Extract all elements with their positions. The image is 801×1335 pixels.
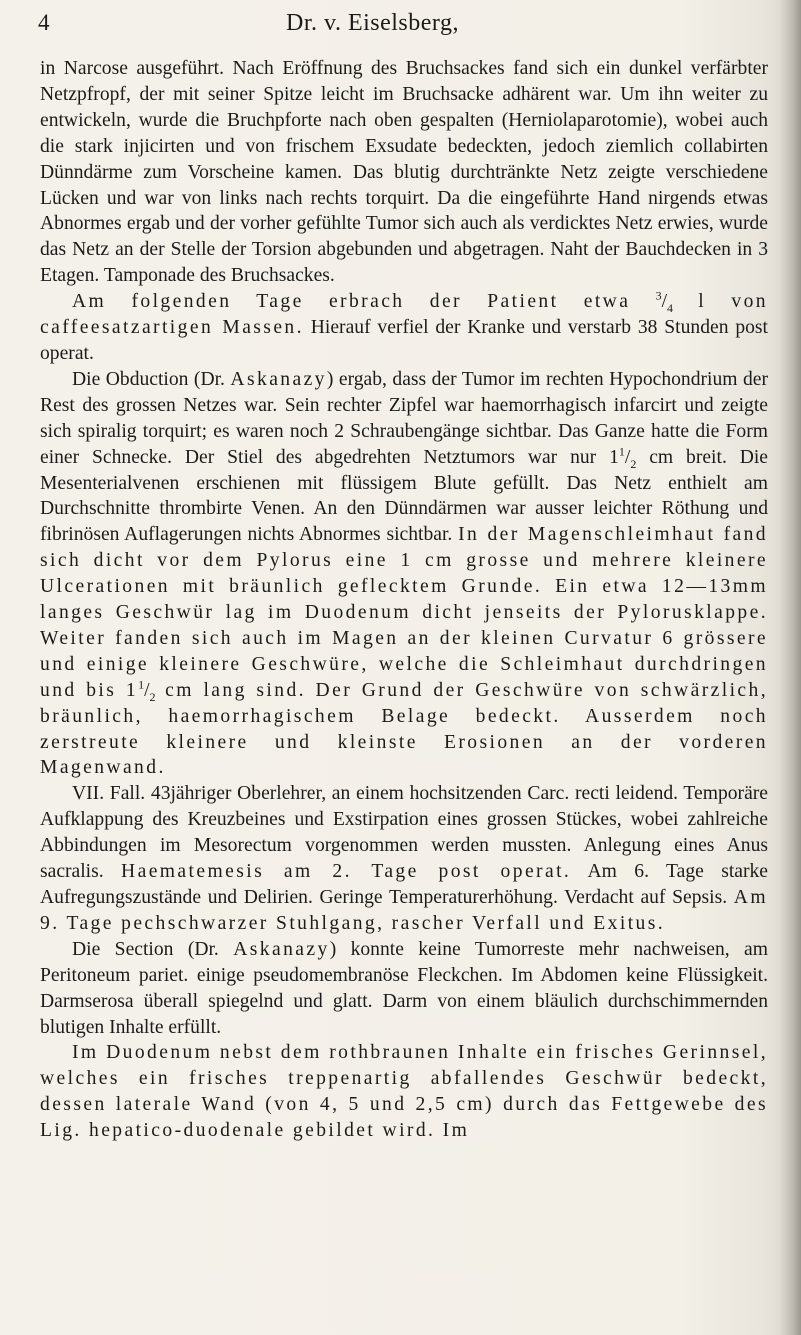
page-header (38, 8, 778, 42)
spaced-emphasis-text: Im Duodenum nebst dem rothbraunen Inhalte ein frisches Gerinnsel, welches ein frisches treppenartig abfallendes Geschwür bedeckt, dessen laterale Wand (von 4, 5 und 2,5 cm) durch das Fettgewebe des Lig. hepatico-duodenale gebildet wird. Im (40, 1042, 768, 1142)
running-head: Dr. v. Eiselsberg, (286, 10, 459, 36)
paragraph (40, 56, 768, 289)
body-text (40, 56, 768, 1144)
text-run: in Narcose ausgeführt. Nach Eröffnung des Bruchsackes fand sich ein dunkel verfärbter Netzpfropf, der mit seiner Spitze leicht im Bruchsacke adhärent war. Um ihn weiter zu entwickeln, wurde die Bruchpforte nach oben gespalten (Herniolaparotomie), wobei auch die stark injicirten und von frischem Exsudate bedeckten, jedoch ziemlich collabirten Dünndärme zum Vorscheine kamen. Das blutig durchtränkte Netz zeigte verschiedene Lücken und war von links nach rechts torquirt. Da die eingeführte Hand nirgends etwas Abnormes ergab und der vorher gefühlte Tumor sich auch als verdicktes Netz erwies, wurde das Netz an der Stelle der Torsion abgebunden und abgetragen. Naht der Bauchdecken in 3 Etagen. Tamponade des Bruchsackes. (40, 58, 768, 287)
spaced-emphasis-text: Am folgenden Tage erbrach der Patient etwa (72, 291, 656, 313)
spaced-emphasis-text: Am 9. Tage pechschwarzer Stuhlgang, rascher Verfall und Exitus. (40, 887, 768, 934)
spaced-emphasis-text: Askanazy (230, 368, 327, 390)
text-run: ) ergab, dass der Tumor im rechten Hypochondrium der Rest des grossen Netzes war. Sein rechter Zipfel war haemorrhagisch infarcirt und zeigte sich spiralig torquirt; es waren noch 2 Schraubengänge sichtbar. Das Ganze hatte die Form einer Schnecke. Der Stiel des abgedrehten Netztumors war nur 1 (40, 368, 768, 468)
text-run: ) konnte keine Tumorreste mehr nachweisen, am Peritoneum pariet. einige pseudomembranöse Fleckchen. Im Abdomen keine Flüssigkeit. Darmserosa überall spiegelnd und glatt. Darm von einem bläulich durchschimmernden blutigen Inhalte erfüllt. (40, 938, 768, 1038)
fraction: $^1/_2$ (618, 444, 637, 471)
text-run: Hierauf verfiel der Kranke und verstarb 38 Stunden post operat. (40, 317, 768, 364)
spaced-emphasis-text: Haematemesis am 2. Tage post operat. (121, 861, 572, 883)
fraction: $^1/_2$ (138, 677, 156, 704)
text-run: Am 6. Tage starke Aufregungszustände und Delirien. Geringe Temperaturerhöhung. Verdacht auf Sepsis. (40, 861, 768, 908)
text-run: Die Section (Dr. (72, 938, 234, 960)
paragraph (40, 1040, 768, 1144)
page-number: 4 (38, 10, 50, 35)
spaced-emphasis-text: l von caffeesatzartigen Massen. (40, 291, 768, 339)
spaced-emphasis-text: Askanazy (233, 938, 330, 960)
paragraph (40, 367, 768, 782)
spaced-emphasis-text: In der Magenschleimhaut fand sich dicht vor dem Pylorus eine 1 cm grosse und mehrere kleinere Ulcerationen mit bräunlich geflecktem Grunde. Ein etwa 12—13mm langes Geschwür lag im Duodenum dicht jenseits der Pylorusklappe. Weiter fanden sich auch im Magen an der kleinen Curvatur 6 grössere und einige kleinere Geschwüre, welche die Schleimhaut durchdringen und bis 1 (40, 524, 768, 701)
paragraph (40, 289, 768, 367)
text-run: VII. Fall. 43jähriger Oberlehrer, an einem hochsitzenden Carc. recti leidend. Temporäre Aufklappung des Kreuzbeines und Exstirpation eines grossen Stückes, wobei zahlreiche Abbindungen im Mesorectum vorgenommen werden mussten. Anlegung eines Anus sacralis. (40, 783, 768, 883)
text-run: Die Obduction (Dr. (72, 368, 231, 390)
paragraph (40, 781, 768, 936)
paragraph (40, 937, 768, 1041)
text-run: cm breit. Die Mesenterialvenen erschienen mit flüssigem Blute gefüllt. Das Netz enthielt am Durchschnitte thrombirte Venen. An den Dünndärmen war ausser leichter Röthung und fibrinösen Auflagerungen nichts Abnormes sichtbar. (40, 446, 769, 546)
spaced-emphasis-text: cm lang sind. Der Grund der Geschwüre von schwärzlich, bräunlich, haemorrhagischem Belage bedeckt. Ausserdem noch zerstreute kleinere und kleinste Erosionen an der vorderen Magenwand. (40, 679, 769, 779)
fraction: $^3/_4$ (655, 288, 674, 316)
page-edge-shadow (779, 0, 801, 1335)
